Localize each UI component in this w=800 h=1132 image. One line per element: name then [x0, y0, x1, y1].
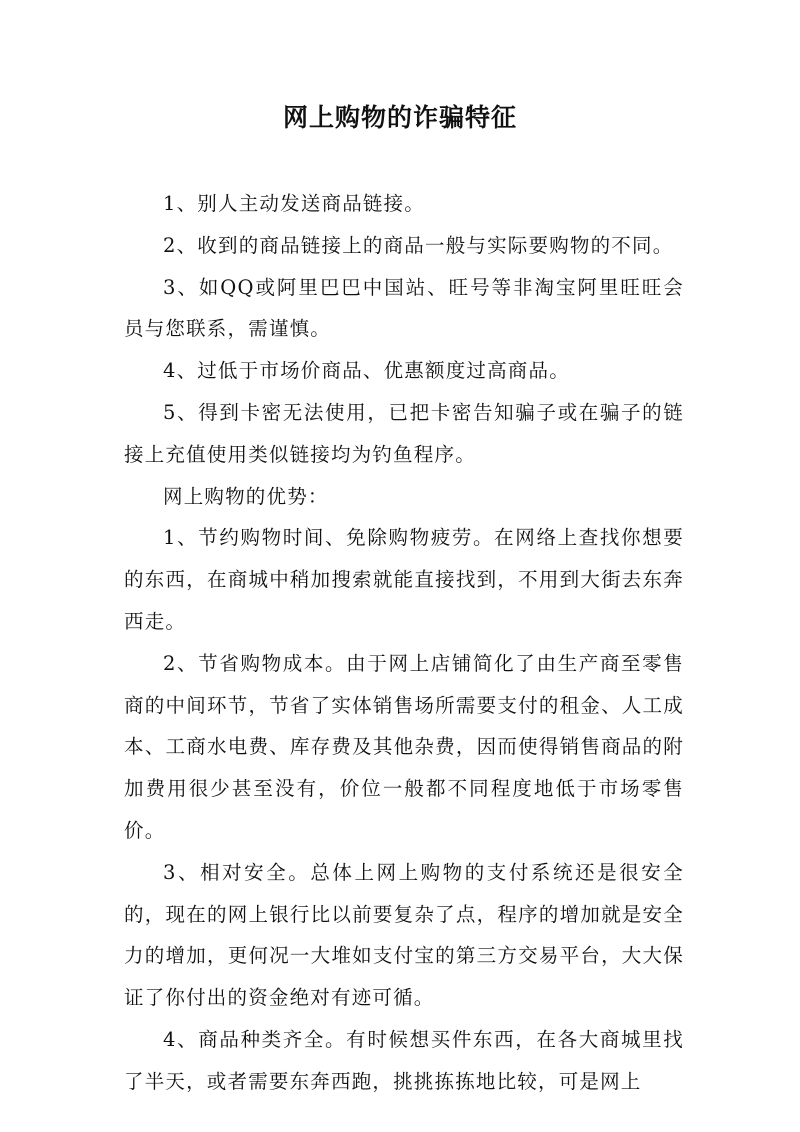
- paragraph-scam-1: 1、别人主动发送商品链接。: [163, 192, 426, 215]
- paragraph-advantage-4: 4、商品种类齐全。有时候想买件东西，在各大商城里找了半天，或者需要东奔西跑，挑挑拣拣地比较，可是网上: [124, 1027, 684, 1093]
- section-heading-advantages: 网上购物的优势：: [163, 484, 329, 508]
- document-body: [124, 183, 684, 1103]
- paragraph-advantage-1: 1、节约购物时间、免除购物疲劳。在网络上查找你想要的东西，在商城中稍加搜索就能直接找到，不用到大街去东奔西走。: [124, 526, 684, 633]
- paragraph-scam-4: 4、过低于市场价商品、优惠额度过高商品。: [163, 359, 570, 383]
- page-title: 网上购物的诈骗特征: [282, 103, 517, 132]
- paragraph-scam-2: 2、收到的商品链接上的商品一般与实际要购物的不同。: [163, 233, 674, 257]
- paragraph-advantage-3: 3、相对安全。总体上网上购物的支付系统还是很安全的，现在的网上银行比以前要复杂了点，程序的增加就是安全力的增加，更何况一大堆如支付宝的第三方交易平台，大大保证了你付出的资金绝对有迹可循。: [124, 860, 684, 1010]
- paragraph-scam-3: 3、如QQ或阿里巴巴中国站、旺号等非淘宝阿里旺旺会员与您联系，需谨慎。: [124, 275, 684, 341]
- paragraph-scam-5: 5、得到卡密无法使用，已把卡密告知骗子或在骗子的链接上充值使用类似链接均为钓鱼程序。: [124, 400, 684, 466]
- paragraph-advantage-2: 2、节省购物成本。由于网上店铺简化了由生产商至零售商的中间环节，节省了实体销售场所需要支付的租金、人工成本、工商水电费、库存费及其他杂费，因而使得销售商品的附加费用很少甚至没有，价位一般都不同程度地低于市场零售价。: [124, 651, 684, 842]
